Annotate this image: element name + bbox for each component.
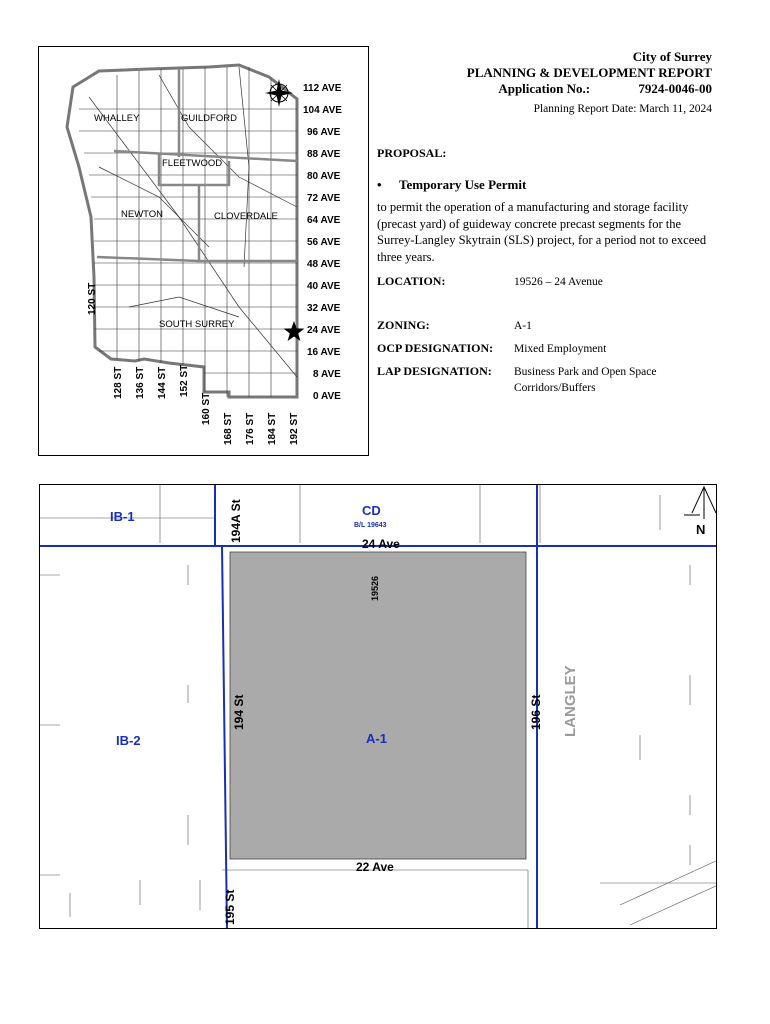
district-south-surrey: SOUTH SURREY bbox=[159, 319, 235, 330]
street-label: 152 ST bbox=[179, 364, 190, 397]
zone-label-cd: CD bbox=[362, 503, 381, 518]
road-label-22-ave: 22 Ave bbox=[356, 860, 394, 874]
street-label: 192 ST bbox=[289, 412, 300, 445]
district-fleetwood: FLEETWOOD bbox=[162, 158, 223, 169]
street-label: 176 ST bbox=[245, 412, 256, 445]
svg-text:N: N bbox=[696, 522, 706, 537]
ave-label: 112 AVE bbox=[303, 83, 342, 94]
site-map bbox=[39, 484, 717, 929]
bullet-icon: • bbox=[377, 177, 382, 192]
ave-label: 16 AVE bbox=[307, 347, 341, 358]
location-value: 19526 – 24 Avenue bbox=[514, 276, 603, 288]
ave-label: 56 AVE bbox=[307, 237, 341, 248]
ave-label: 8 AVE bbox=[313, 369, 341, 380]
report-date: Planning Report Date: March 11, 2024 bbox=[533, 103, 712, 115]
street-label: 168 ST bbox=[223, 412, 234, 445]
proposal-section bbox=[377, 146, 717, 265]
proposal-heading: PROPOSAL: bbox=[377, 146, 447, 160]
zone-label-ib1: IB-1 bbox=[110, 509, 135, 524]
location-label: LOCATION: bbox=[377, 274, 446, 288]
application-line bbox=[467, 81, 712, 97]
district-guildford: GUILDFORD bbox=[181, 113, 237, 124]
ave-label: 0 AVE bbox=[313, 391, 341, 402]
street-label: 120 ST bbox=[87, 282, 98, 315]
road-label-195-st: 195 St bbox=[223, 889, 237, 925]
road-label-196-st: 196 St bbox=[529, 694, 543, 730]
ave-label: 48 AVE bbox=[307, 259, 341, 270]
zone-label-a1: A-1 bbox=[366, 731, 387, 746]
proposal-bullet-text: Temporary Use Permit bbox=[399, 177, 527, 192]
ave-label: 24 AVE bbox=[307, 325, 341, 336]
street-label: 144 ST bbox=[157, 366, 168, 399]
cd-bylaw-label: B/L 19643 bbox=[354, 522, 387, 529]
key-map bbox=[38, 46, 369, 456]
ave-label: 80 AVE bbox=[307, 171, 341, 182]
proposal-description: to permit the operation of a manufacturing and storage facility (precast yard) of guideway concrete precast segments for the Surrey-Langley Skytrain (SLS) project, for a period not to exceed three years. bbox=[377, 200, 707, 264]
application-label: Application No.: bbox=[498, 81, 591, 96]
parcel-address: 19526 bbox=[370, 575, 380, 601]
report-title: PLANNING & DEVELOPMENT REPORT bbox=[466, 65, 712, 80]
district-whalley: WHALLEY bbox=[94, 113, 140, 124]
north-arrow-icon bbox=[684, 487, 716, 537]
ave-label: 40 AVE bbox=[307, 281, 341, 292]
ave-label: 72 AVE bbox=[307, 193, 341, 204]
zone-label-ib2: IB-2 bbox=[116, 733, 141, 748]
zoning-label: ZONING: bbox=[377, 318, 430, 332]
municipality-label: LANGLEY bbox=[562, 665, 579, 737]
district-cloverdale: CLOVERDALE bbox=[214, 211, 278, 222]
ave-label: 64 AVE bbox=[307, 215, 341, 226]
application-number: 7924-0046-00 bbox=[638, 81, 712, 96]
road-label-194-st: 194 St bbox=[232, 694, 246, 730]
lap-value: Business Park and Open Space Corridors/Buffers bbox=[514, 366, 657, 394]
ocp-label: OCP DESIGNATION: bbox=[377, 341, 494, 355]
ocp-value: Mixed Employment bbox=[514, 343, 607, 355]
lap-label: LAP DESIGNATION: bbox=[377, 364, 492, 378]
proposal-bullet bbox=[377, 177, 717, 193]
road-label-24-ave: 24 Ave bbox=[362, 537, 400, 551]
zoning-value: A-1 bbox=[514, 320, 532, 332]
street-label: 184 ST bbox=[267, 412, 278, 445]
street-label: 160 ST bbox=[201, 392, 212, 425]
ave-label: 88 AVE bbox=[307, 149, 341, 160]
road-label-194a-st: 194A St bbox=[229, 499, 243, 543]
district-newton: NEWTON bbox=[121, 209, 164, 220]
ave-label: 104 AVE bbox=[303, 105, 342, 116]
ave-label: 96 AVE bbox=[307, 127, 341, 138]
ave-label: 32 AVE bbox=[307, 303, 341, 314]
report-header bbox=[467, 49, 712, 118]
street-label: 128 ST bbox=[113, 366, 124, 399]
org-name: City of Surrey bbox=[632, 49, 712, 64]
street-label: 136 ST bbox=[135, 366, 146, 399]
